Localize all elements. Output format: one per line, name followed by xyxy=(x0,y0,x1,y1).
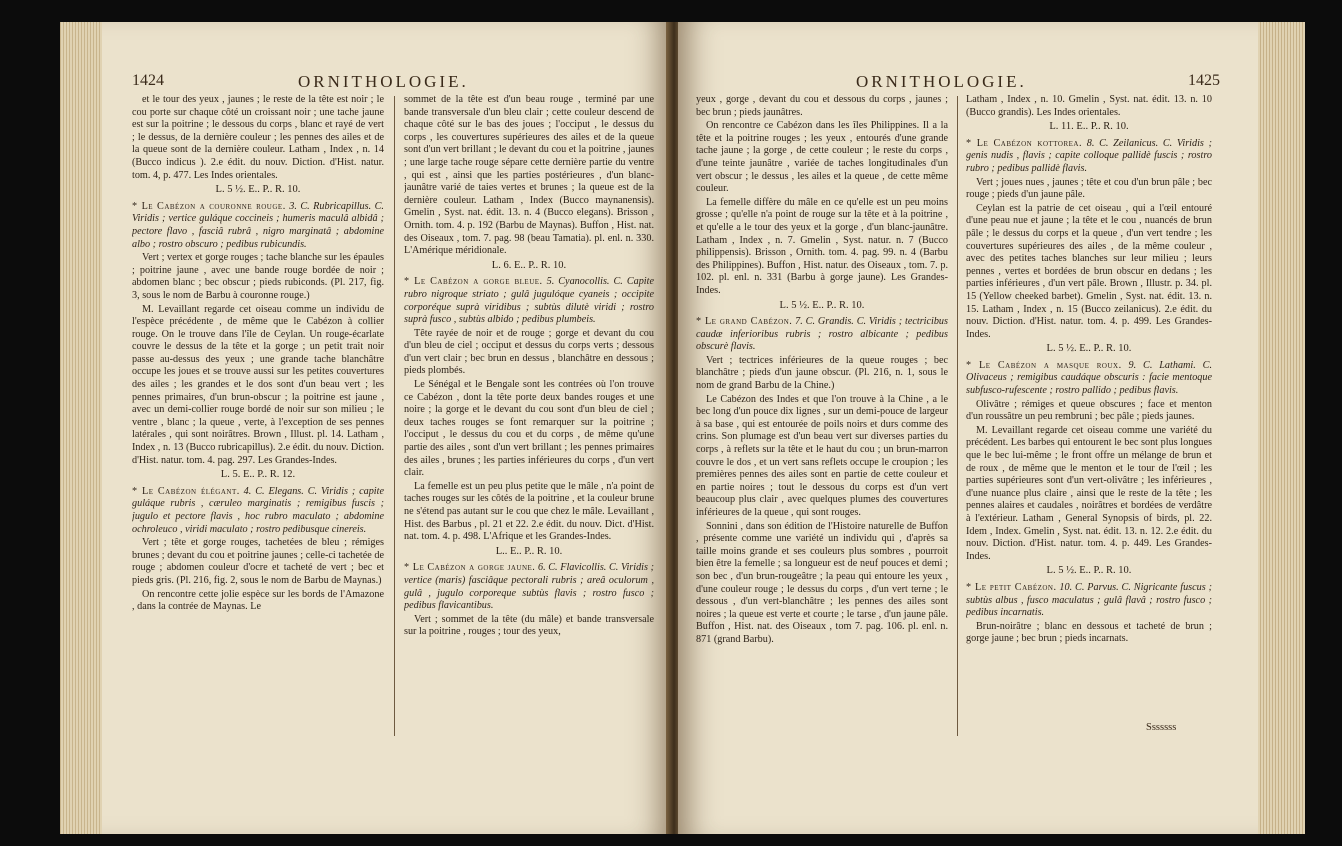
body-paragraph: Latham , Index , n. 10. Gmelin , Syst. nat. édit. 13. n. 10 (Bucco grandis). Les Indes orientales. xyxy=(966,94,1212,118)
species-heading: * Le Cabézon élégant. xyxy=(132,485,240,497)
body-paragraph: On rencontre cette jolie espèce sur les bords de l'Amazone , dans la contrée de Maynas. Le xyxy=(132,588,384,613)
measurement-line: L.. E.. P.. R. 10. xyxy=(495,545,563,557)
species-heading: * Le Cabézon a masque roux. xyxy=(966,359,1122,371)
body-paragraph: Brun-noirâtre ; blanc en dessous et tacheté de brun ; gorge jaune ; bec brun ; pieds incarnats. xyxy=(966,620,1212,645)
body-paragraph: Tête rayée de noir et de rouge ; gorge et devant du cou d'un bleu de ciel ; occiput et dessus du corps verts ; dessous d'un vert clair ; bec brun en dessus , blanchâtre en dessous ; pieds plombés. xyxy=(404,327,654,377)
page-number-left: 1424 xyxy=(132,72,164,89)
left-page-edges xyxy=(60,22,102,834)
running-head-right: ORNITHOLOGIE. xyxy=(856,72,1027,91)
body-paragraph: yeux , gorge , devant du cou et dessous du corps , jaunes ; bec brun ; pieds jaunâtres. xyxy=(696,94,948,118)
body-paragraph: Le Cabézon des Indes et que l'on trouve à la Chine , a le bec long d'un pouce dix lignes , sur un demi-pouce de largeur à sa base , qui est entourée de poils noirs et durs comme des crins. Son plumage est d'un beau vert sur diverses parties du corps , à reflets sur la tête et le haut du cou ; un brun-marron couvre le dos , et un vert sans reflets occupe le croupion ; les premières pennes des ailes sont en partie de cette couleur et en partie noires ; tout le dessous du corps est d'un vert beaucoup plus clair , avec quelques plumes des couvertures inférieures de la queue , qui sont rouges. xyxy=(696,393,948,518)
column-rule xyxy=(957,96,958,736)
body-paragraph: Vert ; tête et gorge rouges, tachetées de bleu ; rémiges brunes ; devant du cou et poitrine jaunes ; celle-ci tachetée de rouge ; abdomen couleur d'ocre et tacheté de vert ; bec et pieds gris. (Pl. 216, fig. 2, sous le nom de Barbu de Maynas.) xyxy=(132,537,384,586)
species-entry xyxy=(696,316,948,354)
body-paragraph: Le Sénégal et le Bengale sont les contrées où l'on trouve ce Cabézon , dont la tête porte deux bandes rouges et une noire ; la gorge et le devant du cou sont d'un bleu de ciel ; deux taches rouges se font remarquer sur la poitrine ; l'occiput , le dessus du cou et du corps , de même qu'une partie des ailes , sont d'un vert brillant ; les pennes primaires des ailes , brunes ; les parties inférieures du corps , d'un vert clair. xyxy=(404,379,654,479)
measurement-line: L. 5. E.. P.. R. 12. xyxy=(220,469,296,481)
measurement-line: L. 5 ½. E.. P.. R. 10. xyxy=(215,184,301,196)
body-paragraph: Vert ; sommet de la tête (du mâle) et bande transversale sur la poitrine , rouges ; tour des yeux, xyxy=(404,613,654,638)
body-paragraph: Vert ; joues nues , jaunes ; tête et cou d'un brun pâle ; bec rouge ; pieds d'un jaune pâle. xyxy=(966,176,1212,201)
species-entry xyxy=(132,201,384,251)
column-rule xyxy=(394,96,395,736)
page-number-right: 1425 xyxy=(1188,72,1220,89)
body-paragraph: La femelle est un peu plus petite que le mâle , n'a point de taches rouges sur les côtés de la poitrine , et la couleur brune ne s'étend pas autant sur le cou que chez le mâle. Levaillant , Hist. des Barbus , pl. 21 et 22. 2.e édit. du nouv. Dict. d'Hist. nat. tom. 4. p. 498. L'Afrique et les Grandes-Indes. xyxy=(404,480,654,543)
running-head-left: ORNITHOLOGIE. xyxy=(298,72,469,91)
species-latin-diagnosis: 10. C. Parvus. C. Nigricante fuscus ; subtùs albus , fusco maculatus ; gulâ flavâ ; rostro fusco ; pedibus incarnatis. xyxy=(966,581,1212,619)
body-paragraph: Sonnini , dans son édition de l'Histoire naturelle de Buffon , présente comme une variété un individu qui , d'après sa taille moins grande et ses couleurs plus sombres , pourroit bien être la femelle ; sa longueur est de neuf pouces et demi ; son bec , d'un brun-rougeâtre ; la peau qui entoure les yeux , d'une couleur rouge ; le dessus du corps , d'un vert terne ; le dessous , d'un vert-blanchâtre ; les pennes des ailes sont noires ; la queue est verte et courte ; le tarse , d'un jaune pâle. Buffon , Hist. nat. des Oiseaux , tom 7. pag. 106. pl. enl. n. 871 (grand Barbu). xyxy=(696,520,948,645)
measurement-line: L. 6. E.. P.. R. 10. xyxy=(491,259,567,271)
measurement-line: L. 11. E.. P.. R. 10. xyxy=(1049,121,1129,133)
right-page-column-1 xyxy=(696,94,948,744)
left-page-column-1 xyxy=(132,94,384,724)
measurement-line: L. 5 ½. E.. P.. R. 10. xyxy=(779,299,865,311)
body-paragraph: Vert ; vertex et gorge rouges ; tache blanche sur les épaules ; poitrine jaune , avec une bande rouge bordée de noir ; abdomen blanc ; bec obscur ; pieds rubiconds. (Pl. 217, fig. 3, sous le nom de Barbu à couronne rouge.) xyxy=(132,252,384,301)
species-entry xyxy=(404,562,654,612)
species-heading: * Le Cabézon a gorge jaune. xyxy=(404,562,536,574)
body-paragraph: sommet de la tête est d'un beau rouge , terminé par une bande transversale d'un bleu clair ; cette couleur descend de chaque côté sur le bas des joues ; l'occiput , le dessus du corps , les couvertures supérieures des ailes et de la queue sont d'un vert brillant ; le devant du cou et la poitrine , jaunes ; une large tache rouge sépare cette dernière partie du ventre , qui est , ainsi que les parties postérieures , d'un blanc-jaunâtre varié de taies vertes et brunes ; la queue est de la dernière couleur. Latham , Index (Bucco maynanensis). Gmelin , Syst. nat. édit. 13. n. 4 (Bucco elegans). Brisson , Ornith. tom. 4. p. 192 (Barbu de Maynas). Buffon , Hist. nat. des Oiseaux , tom. 7. pag. 98 (beau Tamatia). pl. enl. n. 330. L'Amérique méridionale. xyxy=(404,94,654,257)
species-entry xyxy=(966,360,1212,398)
left-page xyxy=(102,22,670,834)
species-entry xyxy=(966,582,1212,620)
book-spread xyxy=(60,22,1305,834)
species-heading: * Le petit Cabézon. xyxy=(966,581,1057,593)
species-latin-diagnosis: 3. C. Rubricapillus. C. Viridis ; vertice guláque coccineis ; humeris maculâ albidâ ; pectore flavo , fasciâ rubrâ , nigro marginatâ ; abdomine albo ; rostro obscuro ; pedibus rubicundis. xyxy=(132,200,384,250)
body-paragraph: La femelle diffère du mâle en ce qu'elle est un peu moins grosse ; qu'elle n'a point de rouge sur la tête et à la poitrine , et qu'elle a le tour des yeux et la gorge , d'un blanc-jaunâtre. Latham , Index , n. 7. Gmelin , Syst. natur. n. 7 (Bucco philippensis). Brisson , Ornith. tom. 4. pag. 99. n. 4 (Barbu des Philippines). Buffon , Hist. natur. des Oiseaux , tom. 7. p. 102. pl. enl. n. 331 (Barbu à gorge jaune). Les Grandes-Indes. xyxy=(696,196,948,296)
body-paragraph: Olivâtre ; rémiges et queue obscures ; face et menton d'un roussâtre un peu rembruni ; bec pâle ; pieds jaunes. xyxy=(966,398,1212,423)
species-entry xyxy=(404,276,654,326)
body-paragraph: et le tour des yeux , jaunes ; le reste de la tête est noir ; le cou porte sur chaque côté un croissant noir ; une tache jaune est sur la poitrine ; le dessous du corps , blanc et rayé de vert ; le dessus, de la dernière couleur ; les pennes des ailes et de la queue sont de la dernière couleur. Latham , Index , n. 14 (Bucco indicus ). 2.e édit. du nouv. Diction. d'Hist. natur. tom. 4, p. 477. Les Indes orientales. xyxy=(132,94,384,181)
species-heading: * Le grand Cabézon. xyxy=(696,316,793,328)
body-paragraph: Vert ; tectrices inférieures de la queue rouges ; bec blanchâtre ; pieds d'un jaune obscur. (Pl. 216, n. 1, sous le nom de grand Barbu de la Chine.) xyxy=(696,354,948,392)
right-page-column-2 xyxy=(966,94,1212,744)
species-latin-diagnosis: 9. C. Lathami. C. Olivaceus ; remigibus caudáque obscuris : facie mentoque subfusco-rufescente ; rostro pallido ; pedibus flavis. xyxy=(966,359,1212,397)
measurement-line: L. 5 ½. E.. P.. R. 10. xyxy=(1046,565,1132,577)
body-paragraph: M. Levaillant regarde cet oiseau comme une variété du précédent. Les barbes qui entourent le bec sont plus longues que le bec lui-même ; le front offre un mélange de brun et de roux , de même que le menton et le tour de l'œil ; les parties supérieures sont d'un vert-olivâtre ; les inférieures , d'une nuance plus claire , ainsi que le reste de la tête ; les pennes alaires et caudales , noirâtres et bordées de verdâtre à l'extérieur. Latham , General Synopsis of birds, pl. 22. Idem , Index. Gmelin , Syst. nat. édit. 13. n. 12. 2.e édit. du nouv. Diction. d'Hist. natur. tom. 4. p. 449. Les Grandes-Indes. xyxy=(966,424,1212,562)
species-latin-diagnosis: 7. C. Grandis. C. Viridis ; tectricibus caudæ inferioribus rubris ; rostro albicante ; pedibus obscurè flavis. xyxy=(696,316,948,353)
species-entry xyxy=(132,486,384,536)
species-heading: * Le Cabézon kottorea. xyxy=(966,137,1083,149)
right-page-edges xyxy=(1258,22,1305,834)
left-page-column-2 xyxy=(404,94,654,724)
species-heading: * Le Cabézon a couronne rouge. xyxy=(132,200,286,212)
species-latin-diagnosis: 4. C. Elegans. C. Viridis ; capite guláque rubris , cæruleo marginatis ; remigibus fuscis ; jugulo et pectore flavis , hoc rubro maculato ; abdomine ochroleuco , viridi maculato ; rostro pedibusque cinereis. xyxy=(132,485,384,535)
species-heading: * Le Cabézon a gorge bleue. xyxy=(404,276,543,288)
species-entry xyxy=(966,138,1212,176)
species-latin-diagnosis: 8. C. Zeilanicus. C. Viridis ; genis nudis , flavis ; capite colloque pallidè fuscis ; rostro rubro ; pedibus pallidè flavis. xyxy=(966,137,1212,174)
body-paragraph: M. Levaillant regarde cet oiseau comme un individu de l'espèce précédente , de même que le Cabézon à collier rouge. On le trouve dans l'île de Ceylan. Un rouge-écarlate couvre le dessus de la tête et la gorge ; un petit trait noir passe au-dessus des yeux ; une grande tache blanchâtre occupe les joues et se trouve aussi sur les petites couvertures des ailes ; les grandes et le dos sont d'un beau vert ; les pennes primaires, d'un brun-obscur ; la poitrine est jaune , avec un demi-collier rouge bordé de noir sur son milieu ; le ventre , blanc ; la queue , verte, à l'exception de ses pennes latérales , qui sont noirâtres. Brown , Illust. pl. 14. Latham , Index , n. 13 (Bucco rubricapillus). 2.e édit. du nouv. Diction. d'Hist. natur. tom. 4. pag. 297. Les Grandes-Indes. xyxy=(132,303,384,466)
body-paragraph: On rencontre ce Cabézon dans les îles Philippines. Il a la tête et la poitrine rouges ; les yeux , entourés d'une grande tache jaune ; la gorge , de cette couleur ; le reste du corps , d'une teinte jaunâtre , variée de taches longitudinales d'un vert obscur ; le dessus , les ailes et la queue , de cette même couleur. xyxy=(696,120,948,195)
measurement-line: L. 5 ½. E.. P.. R. 10. xyxy=(1046,343,1132,355)
right-page xyxy=(678,22,1258,834)
species-latin-diagnosis: 5. Cyanocollis. C. Capite rubro nigroque striato ; gulâ jugulóque cyaneis ; occipite corporéque suprà viridibus ; subtùs dilutè viridi ; rostro suprà fusco , subtùs albido ; pedibus plumbeis. xyxy=(404,276,654,326)
body-paragraph: Ceylan est la patrie de cet oiseau , qui a l'œil entouré d'une peau nue et jaune ; la tête et le cou , nuancés de brun pâle ; le dessus du corps et la queue , d'un vert tendre ; les couvertures supérieures des ailes , de la même couleur , avec des petites taches blanches sur leur milieu ; leurs pennes , vertes et bordées de brun obscur en dedans ; les parties inférieures , d'un vert pâle. Brown , Illustr. p. 34. pl. 15 (Yellow cheeked barbet). Gmelin , Syst. nat. édit. 13. n. 15. Latham , Index , n. 15 (Bucco zeilanicus). 2.e édit. du nouv. Diction. d'Hist. natur. tom. 4. p. 499. Les Grandes-Indes. xyxy=(966,202,1212,340)
species-latin-diagnosis: 6. C. Flavicollis. C. Viridis ; vertice (maris) fasciâque pectorali rubris ; areâ oculorum , gulâ , jugulo corporeque subtùs flavis ; rostro fusco ; pedibus flavicantibus. xyxy=(404,562,654,612)
signature-mark: Sssssss xyxy=(1146,722,1177,733)
